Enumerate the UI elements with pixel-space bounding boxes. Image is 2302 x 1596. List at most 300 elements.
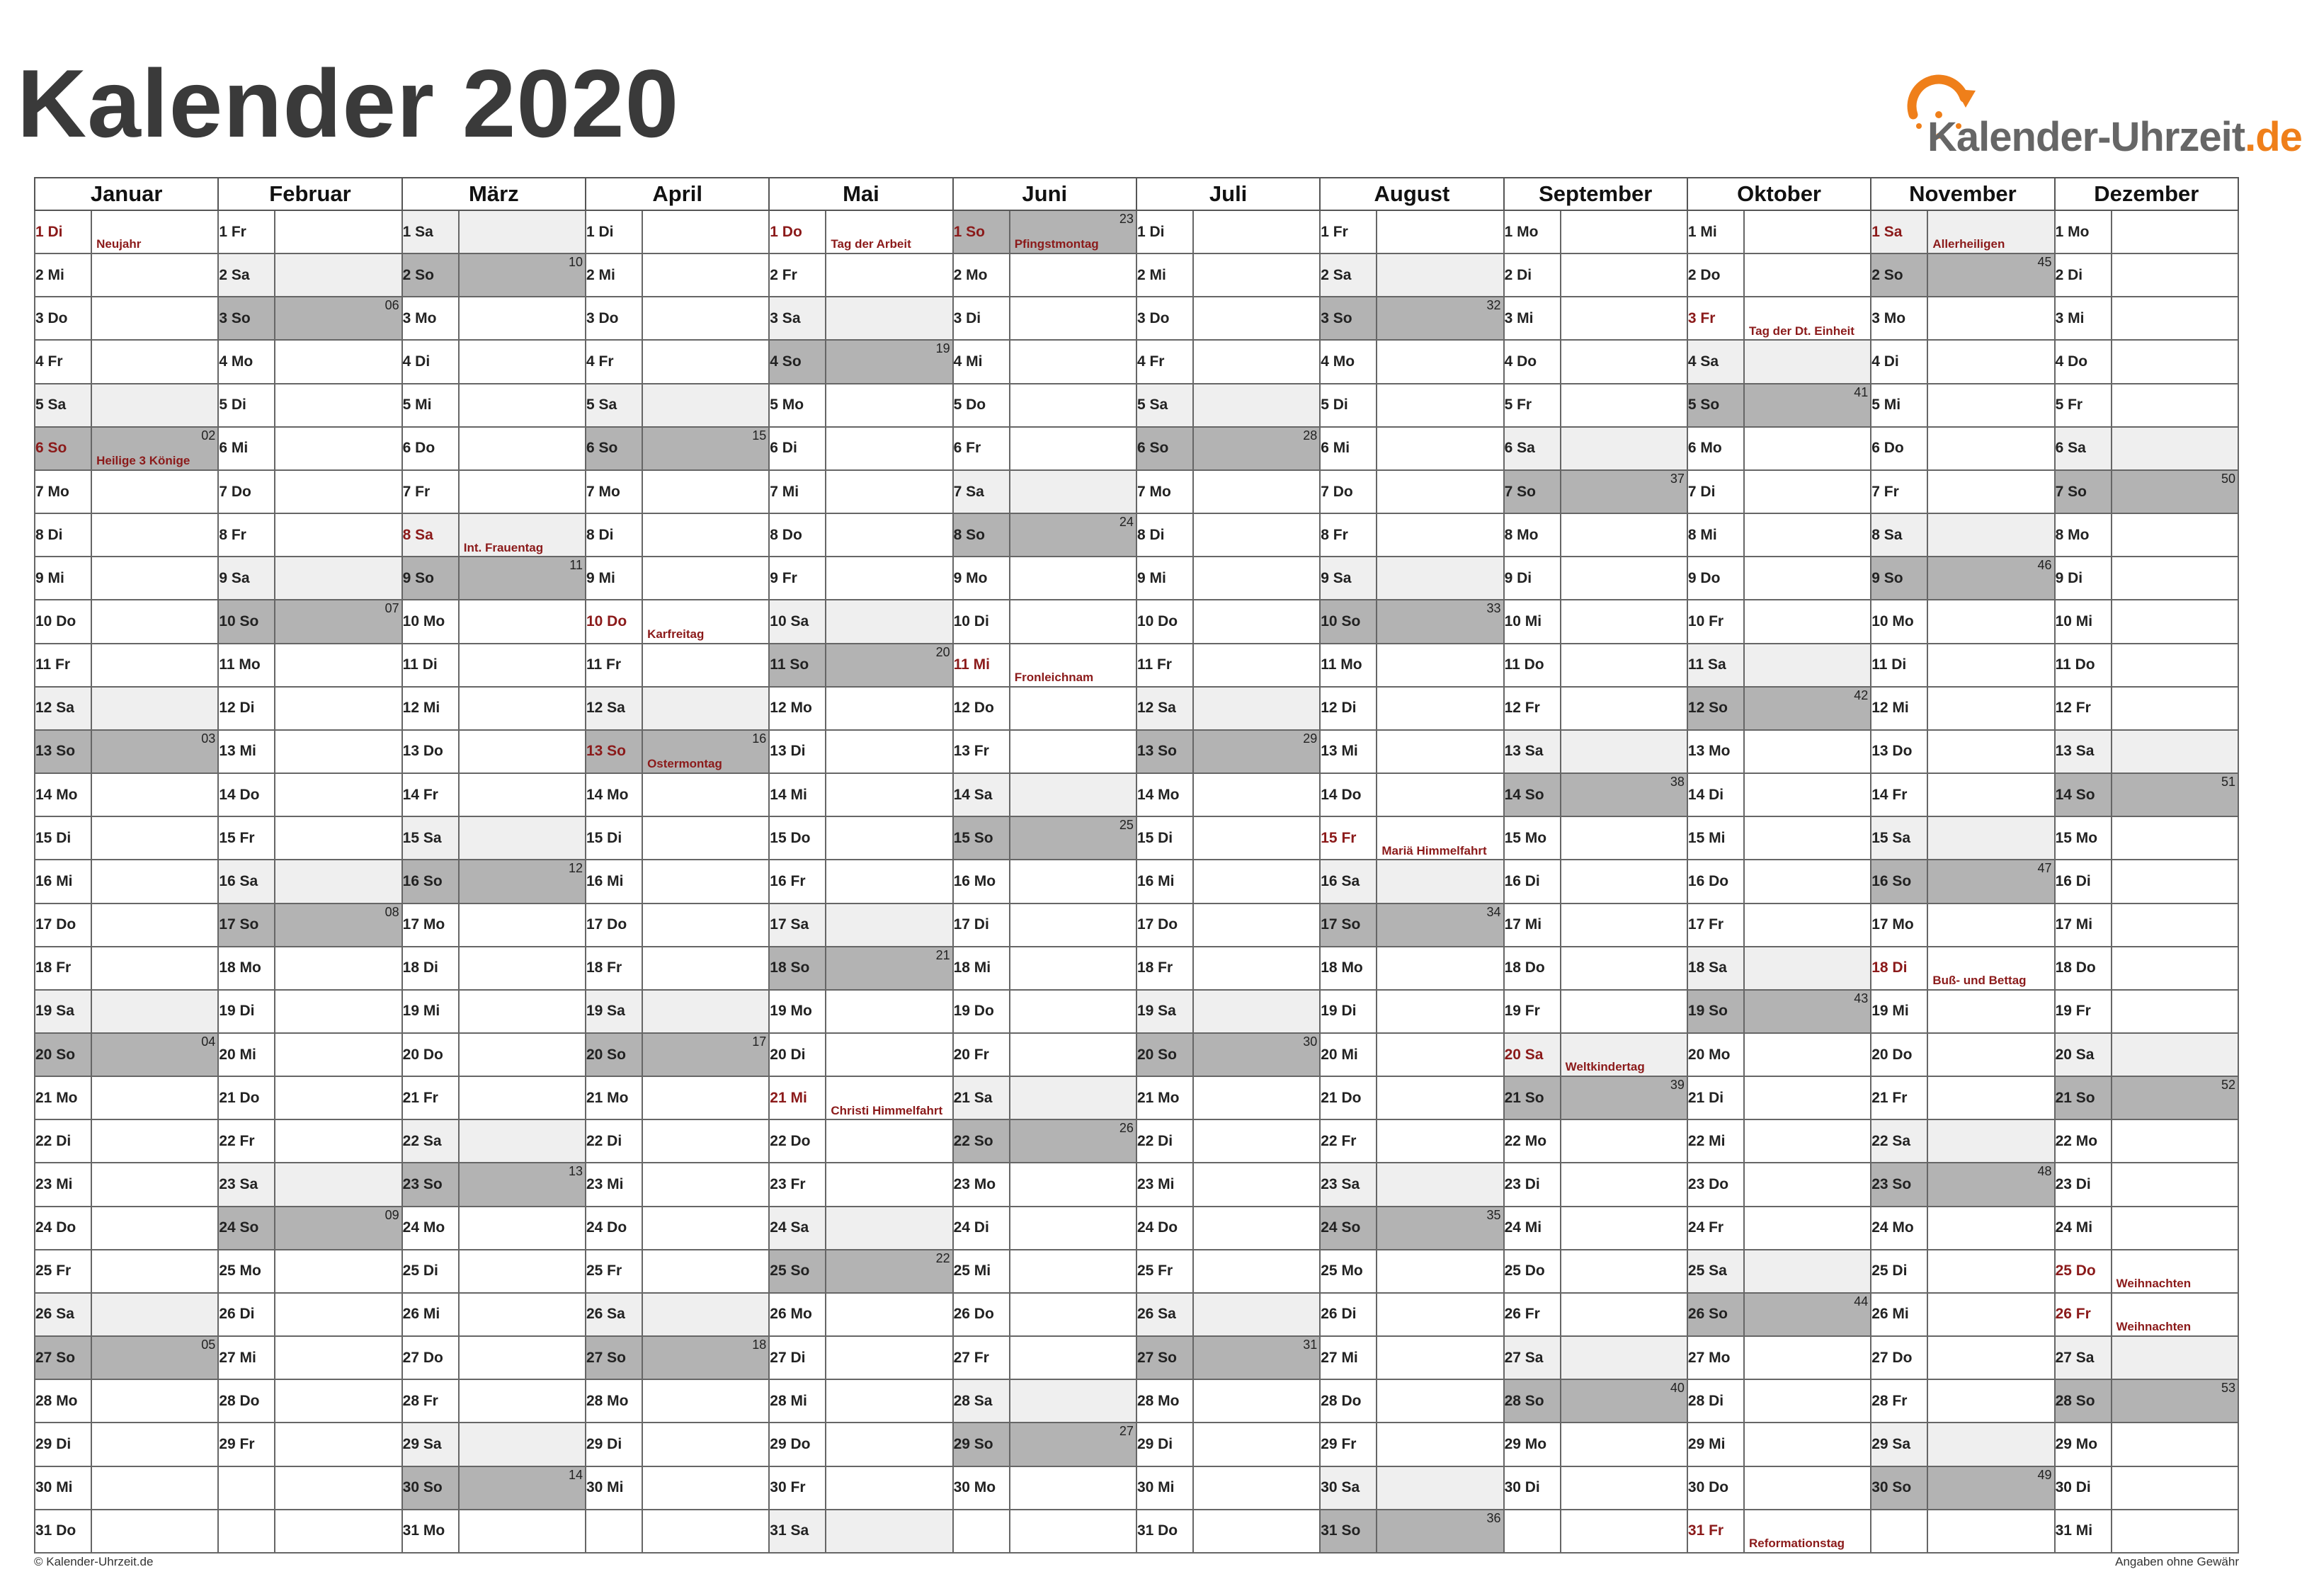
day-info-cell: [1744, 773, 1871, 816]
day-cell: 30 Di: [1504, 1466, 1561, 1510]
day-info-cell: [1193, 1207, 1320, 1250]
day-row: [35, 990, 2238, 1033]
day-cell: 26 Sa: [586, 1293, 642, 1336]
day-info-cell: [1377, 210, 1503, 253]
day-info-cell: [459, 470, 586, 513]
day-info-cell: [1927, 773, 2054, 816]
day-row: [35, 1423, 2238, 1466]
day-cell: 8 Mo: [2055, 513, 2112, 557]
day-info-cell: [1377, 253, 1503, 297]
logo-name: Kalender-Uhrzeit: [1927, 114, 2245, 160]
day-info-cell: [1744, 1466, 1871, 1510]
day-cell: 7 Do: [1320, 470, 1377, 513]
day-info-cell: [826, 600, 952, 643]
day-info-cell: [1927, 340, 2054, 383]
day-info-cell: [826, 1033, 952, 1076]
day-cell: 21 Fr: [1871, 1076, 1927, 1119]
week-number: 40: [1670, 1381, 1685, 1396]
week-number: 51: [2221, 775, 2235, 790]
day-info-cell: [275, 1076, 401, 1119]
day-cell: 12 Sa: [35, 687, 91, 730]
week-number: 41: [1854, 384, 1869, 399]
day-cell: 22 So: [953, 1119, 1010, 1163]
day-info-cell: [1927, 600, 2054, 643]
day-info-cell: [91, 1250, 218, 1293]
day-cell: 1 Sa: [1871, 210, 1927, 253]
holiday-label: Weihnachten: [2116, 1320, 2192, 1334]
day-info-cell: [826, 947, 952, 990]
week-number: 42: [1854, 688, 1869, 702]
day-info-cell: [91, 860, 218, 903]
day-cell: 19 Di: [218, 990, 275, 1033]
day-cell: 15 Mo: [1504, 816, 1561, 860]
day-info-cell: [826, 1510, 952, 1553]
day-cell: 10 Do: [1136, 600, 1193, 643]
week-number: 26: [1119, 1121, 1134, 1136]
day-info-cell: [2112, 557, 2238, 600]
day-cell: 27 So: [1136, 1336, 1193, 1379]
empty-cell: [642, 1510, 769, 1553]
day-cell: 19 Sa: [1136, 990, 1193, 1033]
week-number: 12: [568, 861, 583, 876]
day-cell: 20 Mo: [1687, 1033, 1744, 1076]
day-cell: 9 Mi: [1136, 557, 1193, 600]
day-cell: 28 So: [1504, 1379, 1561, 1423]
day-cell: 8 Fr: [1320, 513, 1377, 557]
day-cell: 29 Sa: [402, 1423, 459, 1466]
day-cell: 21 Mi: [769, 1076, 826, 1119]
day-cell: 25 Sa: [1687, 1250, 1744, 1293]
day-info-cell: [91, 990, 218, 1033]
day-row: [35, 1466, 2238, 1510]
day-cell: 13 Sa: [1504, 730, 1561, 773]
day-info-cell: [1561, 1119, 1687, 1163]
day-cell: 17 Fr: [1687, 904, 1744, 947]
day-info-cell: [1744, 644, 1871, 687]
day-cell: 17 So: [218, 904, 275, 947]
day-cell: 26 Do: [953, 1293, 1010, 1336]
day-info-cell: [1193, 1250, 1320, 1293]
day-cell: 18 Fr: [1136, 947, 1193, 990]
day-info-cell: [1193, 384, 1320, 427]
day-cell: 20 Do: [402, 1033, 459, 1076]
day-info-cell: [1010, 860, 1136, 903]
day-info-cell: [91, 427, 218, 470]
day-row: [35, 1033, 2238, 1076]
day-info-cell: [1744, 340, 1871, 383]
day-cell: 4 So: [769, 340, 826, 383]
day-cell: 30 Fr: [769, 1466, 826, 1510]
day-cell: 27 Sa: [1504, 1336, 1561, 1379]
day-info-cell: [1193, 773, 1320, 816]
day-cell: 24 So: [1320, 1207, 1377, 1250]
day-cell: 14 Di: [1687, 773, 1744, 816]
day-info-cell: [1744, 904, 1871, 947]
day-cell: 3 Do: [1136, 297, 1193, 340]
week-number: 25: [1119, 818, 1134, 833]
day-row: [35, 1163, 2238, 1206]
day-cell: 19 Mi: [1871, 990, 1927, 1033]
holiday-label: Ostermontag: [647, 757, 722, 771]
day-cell: 2 So: [1871, 253, 1927, 297]
day-info-cell: [1193, 297, 1320, 340]
day-info-cell: [1561, 990, 1687, 1033]
day-cell: 11 Di: [402, 644, 459, 687]
day-cell: 26 Di: [218, 1293, 275, 1336]
day-info-cell: [642, 990, 769, 1033]
month-header-5: Mai: [769, 178, 952, 210]
week-number: 08: [384, 904, 399, 919]
day-cell: 22 Di: [35, 1119, 91, 1163]
day-info-cell: [1744, 1510, 1871, 1553]
day-info-cell: [1377, 1510, 1503, 1553]
day-cell: 27 Sa: [2055, 1336, 2112, 1379]
day-cell: 27 Mo: [1687, 1336, 1744, 1379]
day-info-cell: [275, 1207, 401, 1250]
day-info-cell: [1561, 1033, 1687, 1076]
day-cell: 23 Mo: [953, 1163, 1010, 1206]
day-cell: 1 Mo: [2055, 210, 2112, 253]
day-cell: 29 Do: [769, 1423, 826, 1466]
day-info-cell: [2112, 773, 2238, 816]
day-info-cell: [642, 1466, 769, 1510]
day-info-cell: [1377, 816, 1503, 860]
day-cell: 7 So: [1504, 470, 1561, 513]
day-info-cell: [1193, 816, 1320, 860]
day-cell: 4 Mo: [1320, 340, 1377, 383]
day-cell: 23 So: [402, 1163, 459, 1206]
day-cell: 25 Di: [1871, 1250, 1927, 1293]
day-info-cell: [459, 1336, 586, 1379]
day-cell: 23 Mi: [586, 1163, 642, 1206]
day-cell: 22 Fr: [1320, 1119, 1377, 1163]
day-cell: 2 Fr: [769, 253, 826, 297]
day-row: [35, 513, 2238, 557]
empty-cell: [1871, 1510, 1927, 1553]
day-cell: 7 Mo: [35, 470, 91, 513]
day-cell: 10 Fr: [1687, 600, 1744, 643]
day-info-cell: [826, 1466, 952, 1510]
day-cell: 28 Mo: [586, 1379, 642, 1423]
day-cell: 16 Do: [1687, 860, 1744, 903]
day-info-cell: [2112, 297, 2238, 340]
day-info-cell: [1010, 253, 1136, 297]
day-cell: 3 Fr: [1687, 297, 1744, 340]
day-info-cell: [1561, 730, 1687, 773]
day-info-cell: [642, 1379, 769, 1423]
day-info-cell: [1744, 1423, 1871, 1466]
day-cell: 2 Mi: [586, 253, 642, 297]
day-info-cell: [1010, 730, 1136, 773]
day-cell: 11 Do: [1504, 644, 1561, 687]
day-info-cell: [2112, 427, 2238, 470]
day-cell: 18 Mo: [218, 947, 275, 990]
day-info-cell: [1377, 600, 1503, 643]
day-cell: 11 Mo: [218, 644, 275, 687]
day-info-cell: [1561, 644, 1687, 687]
empty-cell: [275, 1510, 401, 1553]
day-cell: 1 Mo: [1504, 210, 1561, 253]
day-info-cell: [642, 427, 769, 470]
month-header-4: April: [586, 178, 769, 210]
day-cell: 23 Fr: [769, 1163, 826, 1206]
day-info-cell: [826, 1119, 952, 1163]
day-cell: 28 Mo: [1136, 1379, 1193, 1423]
day-cell: 7 Do: [218, 470, 275, 513]
day-cell: 27 Fr: [953, 1336, 1010, 1379]
day-info-cell: [1744, 816, 1871, 860]
day-info-cell: [1193, 1033, 1320, 1076]
day-cell: 30 Sa: [1320, 1466, 1377, 1510]
day-info-cell: [275, 1293, 401, 1336]
day-info-cell: [826, 340, 952, 383]
week-number: 52: [2221, 1078, 2235, 1093]
day-info-cell: [1927, 1033, 2054, 1076]
day-info-cell: [91, 513, 218, 557]
day-info-cell: [1927, 1207, 2054, 1250]
day-info-cell: [1193, 860, 1320, 903]
day-cell: 23 Di: [2055, 1163, 2112, 1206]
day-info-cell: [1561, 1207, 1687, 1250]
day-info-cell: [642, 340, 769, 383]
holiday-label: Tag der Arbeit: [831, 237, 911, 251]
day-info-cell: [1010, 1076, 1136, 1119]
day-info-cell: [1010, 470, 1136, 513]
day-cell: 2 So: [402, 253, 459, 297]
day-cell: 14 Mo: [586, 773, 642, 816]
day-cell: 15 Mi: [1687, 816, 1744, 860]
day-cell: 17 Mi: [2055, 904, 2112, 947]
day-info-cell: [826, 904, 952, 947]
day-cell: 9 Mo: [953, 557, 1010, 600]
day-row: [35, 253, 2238, 297]
day-cell: 29 Sa: [1871, 1423, 1927, 1466]
day-cell: 16 Mi: [1136, 860, 1193, 903]
day-cell: 21 Do: [218, 1076, 275, 1119]
day-cell: 3 Do: [586, 297, 642, 340]
day-cell: 29 Mi: [1687, 1423, 1744, 1466]
day-info-cell: [459, 600, 586, 643]
day-cell: 22 Di: [586, 1119, 642, 1163]
day-cell: 5 Do: [953, 384, 1010, 427]
calendar-body: [35, 210, 2238, 1553]
day-info-cell: [459, 816, 586, 860]
day-info-cell: [1561, 1293, 1687, 1336]
day-info-cell: [275, 427, 401, 470]
day-info-cell: [1744, 210, 1871, 253]
day-cell: 11 Mi: [953, 644, 1010, 687]
day-info-cell: [2112, 644, 2238, 687]
day-info-cell: [1561, 210, 1687, 253]
day-info-cell: [1377, 340, 1503, 383]
day-info-cell: [1744, 1163, 1871, 1206]
day-cell: 22 Fr: [218, 1119, 275, 1163]
day-cell: 24 Mi: [2055, 1207, 2112, 1250]
day-info-cell: [1193, 687, 1320, 730]
day-cell: 2 Mi: [1136, 253, 1193, 297]
day-info-cell: [642, 1207, 769, 1250]
week-number: 34: [1486, 904, 1501, 919]
day-info-cell: [275, 600, 401, 643]
day-cell: 5 So: [1687, 384, 1744, 427]
week-number: 28: [1303, 428, 1318, 443]
day-cell: 23 Mi: [35, 1163, 91, 1206]
day-cell: 10 So: [1320, 600, 1377, 643]
day-info-cell: [1193, 730, 1320, 773]
day-info-cell: [1927, 947, 2054, 990]
day-cell: 22 Do: [769, 1119, 826, 1163]
day-cell: 21 Di: [1687, 1076, 1744, 1119]
day-cell: 19 Do: [953, 990, 1010, 1033]
day-info-cell: [91, 1293, 218, 1336]
day-cell: 28 Do: [1320, 1379, 1377, 1423]
day-info-cell: [1744, 427, 1871, 470]
day-info-cell: [1010, 904, 1136, 947]
day-cell: 1 Fr: [218, 210, 275, 253]
day-info-cell: [1561, 600, 1687, 643]
day-info-cell: [1193, 904, 1320, 947]
day-info-cell: [2112, 253, 2238, 297]
holiday-label: Buß- und Bettag: [1932, 974, 2027, 988]
day-info-cell: [2112, 513, 2238, 557]
day-info-cell: [459, 210, 586, 253]
day-info-cell: [1193, 1379, 1320, 1423]
day-info-cell: [1377, 1163, 1503, 1206]
day-info-cell: [275, 773, 401, 816]
day-cell: 6 Do: [402, 427, 459, 470]
day-cell: 19 Mi: [402, 990, 459, 1033]
day-cell: 28 Fr: [402, 1379, 459, 1423]
day-cell: 2 Mi: [35, 253, 91, 297]
day-info-cell: [1010, 687, 1136, 730]
day-info-cell: [642, 904, 769, 947]
day-cell: 28 Sa: [953, 1379, 1010, 1423]
day-info-cell: [1377, 1119, 1503, 1163]
day-cell: 20 Fr: [953, 1033, 1010, 1076]
day-info-cell: [1010, 600, 1136, 643]
day-info-cell: [1010, 990, 1136, 1033]
day-info-cell: [1561, 513, 1687, 557]
day-cell: 12 Fr: [1504, 687, 1561, 730]
day-cell: 24 Sa: [769, 1207, 826, 1250]
day-info-cell: [642, 1076, 769, 1119]
day-cell: 4 Sa: [1687, 340, 1744, 383]
day-info-cell: [1927, 1250, 2054, 1293]
day-info-cell: [91, 1163, 218, 1206]
week-number: 16: [752, 731, 767, 746]
day-info-cell: [826, 1423, 952, 1466]
day-cell: 25 Do: [1504, 1250, 1561, 1293]
day-info-cell: [1377, 644, 1503, 687]
day-cell: 7 Sa: [953, 470, 1010, 513]
day-cell: 20 Sa: [1504, 1033, 1561, 1076]
day-info-cell: [91, 470, 218, 513]
day-info-cell: [1010, 210, 1136, 253]
day-cell: 18 Mo: [1320, 947, 1377, 990]
day-info-cell: [1377, 1076, 1503, 1119]
day-info-cell: [91, 1033, 218, 1076]
day-cell: 14 Do: [1320, 773, 1377, 816]
day-info-cell: [1744, 687, 1871, 730]
day-info-cell: [1927, 687, 2054, 730]
holiday-label: Mariä Himmelfahrt: [1381, 843, 1487, 857]
day-info-cell: [2112, 384, 2238, 427]
day-cell: 25 Mo: [1320, 1250, 1377, 1293]
day-info-cell: [459, 427, 586, 470]
day-cell: 26 Sa: [1136, 1293, 1193, 1336]
day-cell: 8 Di: [35, 513, 91, 557]
day-info-cell: [826, 470, 952, 513]
day-cell: 23 So: [1871, 1163, 1927, 1206]
day-info-cell: [459, 1119, 586, 1163]
day-info-cell: [2112, 1510, 2238, 1553]
month-header-2: Februar: [218, 178, 401, 210]
day-info-cell: [1744, 557, 1871, 600]
day-info-cell: [1010, 816, 1136, 860]
day-info-cell: [1744, 730, 1871, 773]
day-cell: 22 Mi: [1687, 1119, 1744, 1163]
day-info-cell: [91, 253, 218, 297]
day-info-cell: [2112, 600, 2238, 643]
month-header-3: März: [402, 178, 586, 210]
day-info-cell: [1561, 904, 1687, 947]
day-info-cell: [459, 1379, 586, 1423]
day-info-cell: [459, 687, 586, 730]
day-cell: 25 Do: [2055, 1250, 2112, 1293]
day-cell: 8 Fr: [218, 513, 275, 557]
day-info-cell: [826, 1379, 952, 1423]
day-cell: 12 Sa: [586, 687, 642, 730]
day-cell: 22 Di: [1136, 1119, 1193, 1163]
day-info-cell: [275, 1033, 401, 1076]
day-info-cell: [1010, 644, 1136, 687]
year-calendar-table: [34, 177, 2239, 1554]
day-info-cell: [1561, 340, 1687, 383]
day-cell: 18 Do: [2055, 947, 2112, 990]
day-row: [35, 600, 2238, 643]
day-info-cell: [642, 1163, 769, 1206]
week-number: 03: [201, 731, 216, 746]
day-cell: 16 Sa: [218, 860, 275, 903]
day-cell: 30 Mi: [586, 1466, 642, 1510]
day-cell: 7 Mi: [769, 470, 826, 513]
week-number: 24: [1119, 515, 1134, 530]
day-cell: 8 Di: [586, 513, 642, 557]
holiday-label: Pfingstmontag: [1014, 237, 1099, 251]
day-info-cell: [1010, 1250, 1136, 1293]
week-number: 46: [2037, 558, 2052, 573]
day-info-cell: [275, 990, 401, 1033]
day-cell: 4 Fr: [35, 340, 91, 383]
day-info-cell: [1561, 1466, 1687, 1510]
day-cell: 27 Do: [402, 1336, 459, 1379]
week-number: 05: [201, 1338, 216, 1352]
day-cell: 9 Fr: [769, 557, 826, 600]
day-info-cell: [2112, 730, 2238, 773]
day-cell: 18 Di: [402, 947, 459, 990]
day-cell: 12 Mi: [1871, 687, 1927, 730]
day-info-cell: [1377, 297, 1503, 340]
week-number: 35: [1486, 1207, 1501, 1222]
day-cell: 5 Di: [1320, 384, 1377, 427]
day-cell: 27 Di: [769, 1336, 826, 1379]
day-info-cell: [1561, 1250, 1687, 1293]
day-info-cell: [1193, 513, 1320, 557]
day-cell: 16 Mi: [586, 860, 642, 903]
day-cell: 25 Fr: [35, 1250, 91, 1293]
day-cell: 16 Fr: [769, 860, 826, 903]
day-info-cell: [1927, 297, 2054, 340]
